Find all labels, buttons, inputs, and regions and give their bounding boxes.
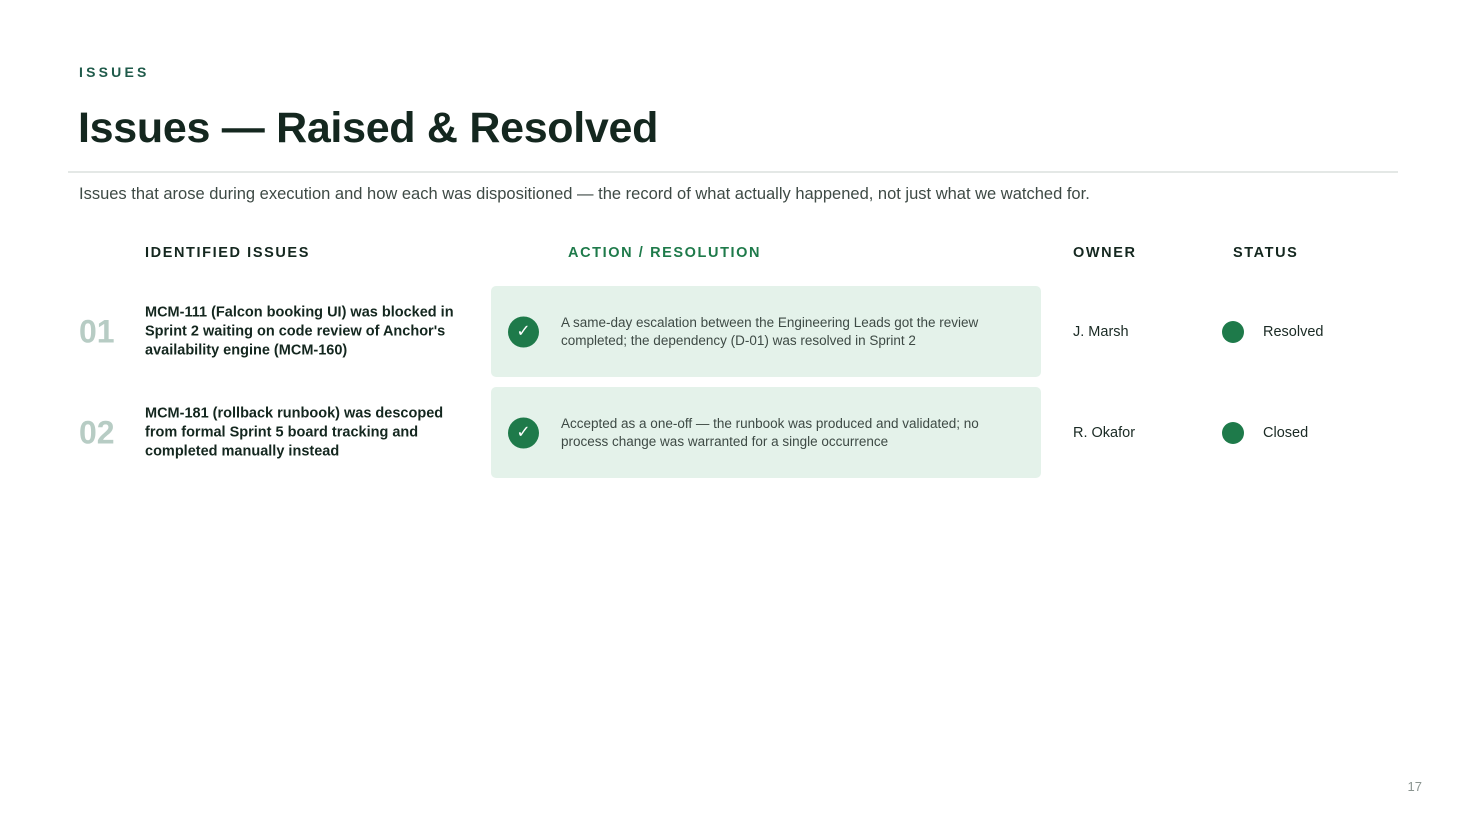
status-dot-icon bbox=[1222, 321, 1244, 343]
page-subtitle: Issues that arose during execution and how each was dispositioned — the record of what actually happened, not just what we watched for. bbox=[79, 185, 1090, 203]
issue-row bbox=[0, 286, 1466, 377]
column-header-status: STATUS bbox=[1233, 245, 1299, 261]
status-dot-icon bbox=[1222, 422, 1244, 444]
owner-name: J. Marsh bbox=[1073, 323, 1129, 340]
row-number: 02 bbox=[79, 414, 115, 450]
column-header-owner: OWNER bbox=[1073, 245, 1137, 261]
owner-name: R. Okafor bbox=[1073, 424, 1136, 441]
status-label: Closed bbox=[1263, 424, 1309, 441]
check-icon: ✓ bbox=[508, 417, 539, 448]
column-header-resolution: ACTION / RESOLUTION bbox=[568, 245, 762, 261]
section-eyebrow: ISSUES bbox=[79, 64, 150, 80]
page-title: Issues — Raised & Resolved bbox=[78, 104, 659, 152]
check-icon: ✓ bbox=[508, 316, 539, 347]
resolution-card bbox=[491, 286, 1041, 377]
issue-description: MCM-181 (rollback runbook) was descoped from formal Sprint 5 board tracking and completed manually instead bbox=[145, 405, 444, 459]
column-header-issues: IDENTIFIED ISSUES bbox=[145, 245, 310, 261]
status-label: Resolved bbox=[1263, 323, 1324, 340]
resolution-card bbox=[491, 387, 1041, 478]
page-number: 17 bbox=[1407, 779, 1422, 794]
title-divider bbox=[68, 171, 1398, 173]
resolution-text: A same-day escalation between the Engineering Leads got the review completed; the dependency (D-01) was resolved in Sprint 2 bbox=[561, 314, 979, 348]
resolution-text: Accepted as a one-off — the runbook was produced and validated; no process change was warranted for a single occurrence bbox=[561, 415, 979, 449]
issue-row bbox=[0, 387, 1466, 478]
row-number: 01 bbox=[79, 313, 115, 349]
issue-description: MCM-111 (Falcon booking UI) was blocked in Sprint 2 waiting on code review of Anchor's availability engine (MCM-160) bbox=[145, 304, 454, 358]
